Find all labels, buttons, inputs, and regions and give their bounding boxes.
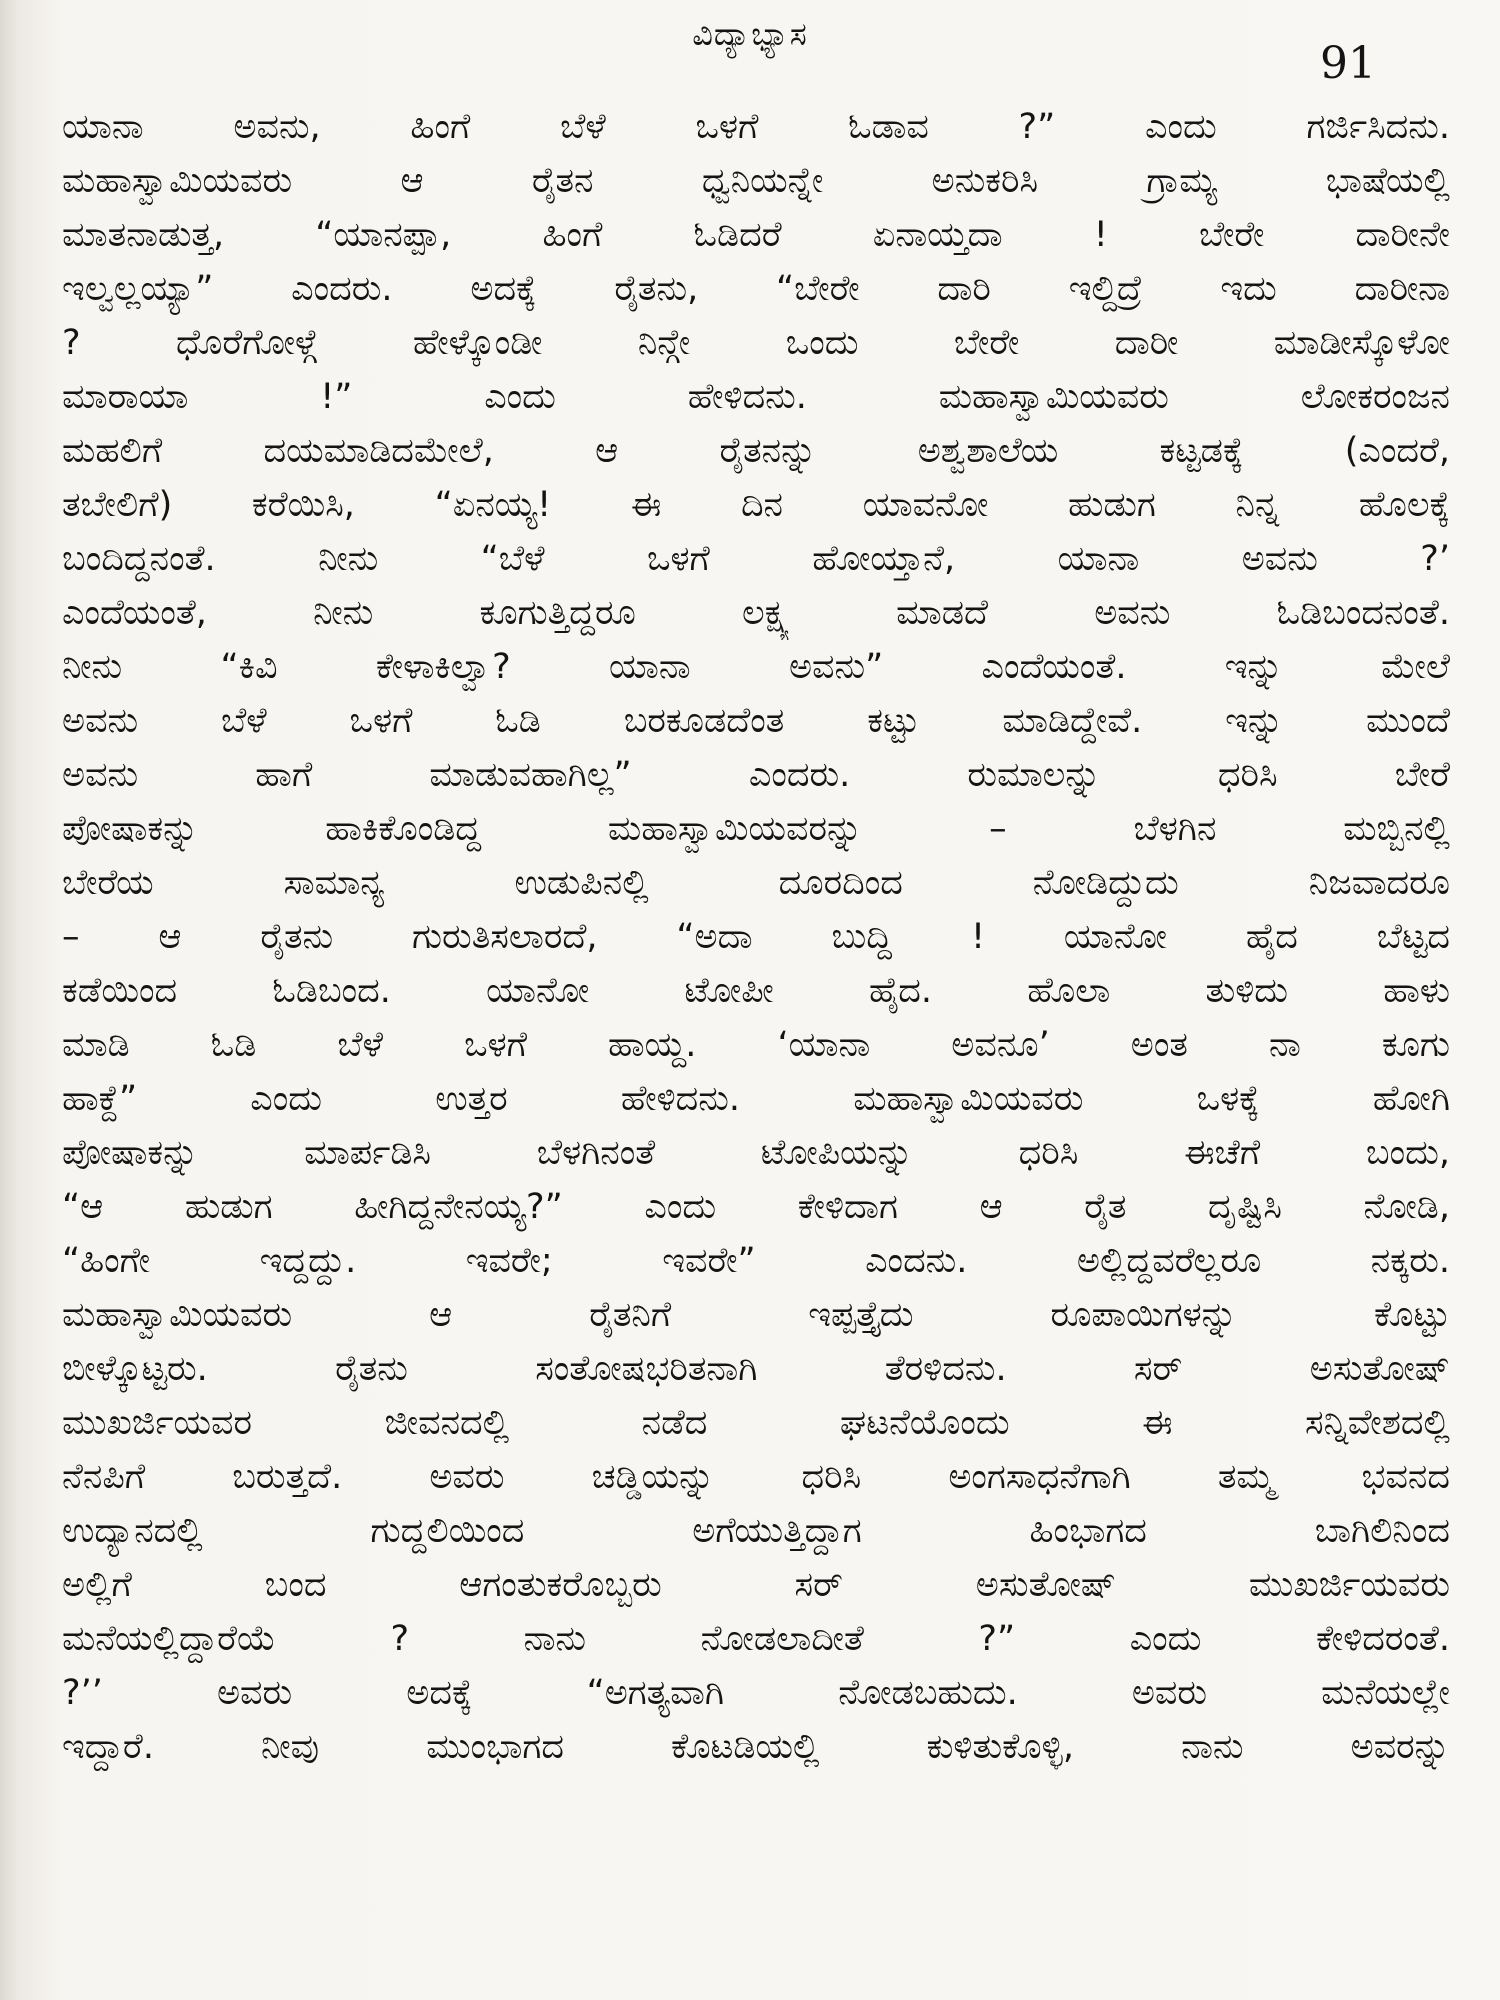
text-line: “ಹಿಂಗೇ ಇದ್ದದ್ದು. ಇವರೇ; ಇವರೇ” ಎಂದನು. ಅಲ್ಲಿದ್ದವರೆಲ್ಲರೂ ನಕ್ಕರು. <box>62 1241 1450 1281</box>
text-line: ಮಹಲಿಗೆ ದಯಮಾಡಿದಮೇಲೆ, ಆ ರೈತನನ್ನು ಅಶ್ವಶಾಲೆಯ ಕಟ್ಟಡಕ್ಕೆ (ಎಂದರೆ, <box>62 431 1450 471</box>
text-line: ಅವನು ಬೆಳೆ ಒಳಗೆ ಓಡಿ ಬರಕೂಡದೆಂತ ಕಟ್ಟು ಮಾಡಿದ್ದೇವೆ. ಇನ್ನು ಮುಂದೆ <box>62 701 1450 741</box>
text-line: ಇಲ್ವಲ್ಲಯ್ಯಾ” ಎಂದರು. ಅದಕ್ಕೆ ರೈತನು, “ಬೇರೇ ದಾರಿ ಇಲ್ದಿದ್ರೆ ಇದು ದಾರೀನಾ <box>62 269 1450 309</box>
text-line: ಇದ್ದಾರೆ. ನೀವು ಮುಂಭಾಗದ ಕೊಟಡಿಯಲ್ಲಿ ಕುಳಿತುಕೊಳ್ಳಿ, ನಾನು ಅವರನ್ನು <box>62 1727 1450 1767</box>
text-line: ಮನೆಯಲ್ಲಿದ್ದಾರೆಯೆ ? ನಾನು ನೋಡಲಾದೀತೆ ?” ಎಂದು ಕೇಳಿದರಂತೆ. <box>62 1619 1450 1659</box>
text-line: ಪೋಷಾಕನ್ನು ಮಾರ್ಪಡಿಸಿ ಬೆಳಗಿನಂತೆ ಟೋಪಿಯನ್ನು ಧರಿಸಿ ಈಚೆಗೆ ಬಂದು, <box>62 1133 1450 1173</box>
text-line: ನೆನಪಿಗೆ ಬರುತ್ತದೆ. ಅವರು ಚಡ್ಡಿಯನ್ನು ಧರಿಸಿ ಅಂಗಸಾಧನೆಗಾಗಿ ತಮ್ಮ ಭವನದ <box>62 1457 1450 1497</box>
text-line: ನೀನು “ಕಿವಿ ಕೇಳಾಕಿಲ್ವಾ? ಯಾನಾ ಅವನು” ಎಂದೆಯಂತೆ. ಇನ್ನು ಮೇಲೆ <box>62 647 1450 687</box>
text-line: ಅವನು ಹಾಗೆ ಮಾಡುವಹಾಗಿಲ್ಲ” ಎಂದರು. ರುಮಾಲನ್ನು ಧರಿಸಿ ಬೇರೆ <box>62 755 1450 795</box>
text-line: ಹಾಕ್ದೆ” ಎಂದು ಉತ್ತರ ಹೇಳಿದನು. ಮಹಾಸ್ವಾಮಿಯವರು ಒಳಕ್ಕೆ ಹೋಗಿ <box>62 1079 1450 1119</box>
text-line: ಯಾನಾ ಅವನು, ಹಿಂಗೆ ಬೆಳೆ ಒಳಗೆ ಓಡಾವ ?” ಎಂದು ಗರ್ಜಿಸಿದನು. <box>62 107 1450 147</box>
text-line: ತಬೇಲಿಗೆ) ಕರೆಯಿಸಿ, “ಏನಯ್ಯ! ಈ ದಿನ ಯಾವನೋ ಹುಡುಗ ನಿನ್ನ ಹೊಲಕ್ಕೆ <box>62 485 1450 525</box>
text-line: ? ಧೊರೆಗೋಳ್ಗೆ ಹೇಳ್ಕೊಂಡೀ ನಿನ್ಗೇ ಒಂದು ಬೇರೇ ದಾರೀ ಮಾಡೀಸ್ಕೊಳೋ <box>62 323 1450 363</box>
text-line: “ಆ ಹುಡುಗ ಹೀಗಿದ್ದನೇನಯ್ಯ?” ಎಂದು ಕೇಳಿದಾಗ ಆ ರೈತ ದೃಷ್ಟಿಸಿ ನೋಡಿ, <box>62 1187 1450 1227</box>
text-line: ಮಾತನಾಡುತ್ತ, “ಯಾನಪ್ಪಾ, ಹಿಂಗೆ ಓಡಿದರೆ ಏನಾಯ್ತದಾ ! ಬೇರೇ ದಾರೀನೇ <box>62 215 1450 255</box>
text-line: ಬೀಳ್ಕೊಟ್ಟರು. ರೈತನು ಸಂತೋಷಭರಿತನಾಗಿ ತೆರಳಿದನು. ಸರ್ ಅಸುತೋಷ್ <box>62 1349 1450 1389</box>
page-number: 91 <box>1320 38 1376 89</box>
text-line: ಅಲ್ಲಿಗೆ ಬಂದ ಆಗಂತುಕರೊಬ್ಬರು ಸರ್ ಅಸುತೋಷ್ ಮುಖರ್ಜಿಯವರು <box>62 1565 1450 1605</box>
text-line: ಮಾರಾಯಾ !” ಎಂದು ಹೇಳಿದನು. ಮಹಾಸ್ವಾಮಿಯವರು ಲೋಕರಂಜನ <box>62 377 1450 417</box>
text-line: ಕಡೆಯಿಂದ ಓಡಿಬಂದ. ಯಾನೋ ಟೋಪೀ ಹೈದ. ಹೊಲಾ ತುಳಿದು ಹಾಳು <box>62 971 1450 1011</box>
text-line: ಉದ್ಯಾನದಲ್ಲಿ ಗುದ್ದಲಿಯಿಂದ ಅಗೆಯುತ್ತಿದ್ದಾಗ ಹಿಂಭಾಗದ ಬಾಗಿಲಿನಿಂದ <box>62 1511 1450 1551</box>
text-line: ?’’ ಅವರು ಅದಕ್ಕೆ “ಅಗತ್ಯವಾಗಿ ನೋಡಬಹುದು. ಅವರು ಮನೆಯಲ್ಲೇ <box>62 1673 1450 1713</box>
text-line: ಎಂದೆಯಂತೆ, ನೀನು ಕೂಗುತ್ತಿದ್ದರೂ ಲಕ್ಷ್ಯ ಮಾಡದೆ ಅವನು ಓಡಿಬಂದನಂತೆ. <box>62 593 1450 633</box>
text-line: ಬಂದಿದ್ದನಂತೆ. ನೀನು “ಬೆಳೆ ಒಳಗೆ ಹೋಯ್ತಾನೆ, ಯಾನಾ ಅವನು ?’ <box>62 539 1450 579</box>
text-line: ಮಾಡಿ ಓಡಿ ಬೆಳೆ ಒಳಗೆ ಹಾಯ್ದ. ‘ಯಾನಾ ಅವನೂ’ ಅಂತ ನಾ ಕೂಗು <box>62 1025 1450 1065</box>
text-line: ಮಹಾಸ್ವಾಮಿಯವರು ಆ ರೈತನಿಗೆ ಇಪ್ಪತ್ತೈದು ರೂಪಾಯಿಗಳನ್ನು ಕೊಟ್ಟು <box>62 1295 1450 1335</box>
text-line: – ಆ ರೈತನು ಗುರುತಿಸಲಾರದೆ, “ಅದಾ ಬುದ್ದಿ ! ಯಾನೋ ಹೈದ ಬೆಟ್ಟದ <box>62 917 1450 957</box>
text-line: ಮಹಾಸ್ವಾಮಿಯವರು ಆ ರೈತನ ಧ್ವನಿಯನ್ನೇ ಅನುಕರಿಸಿ ಗ್ರಾಮ್ಯ ಭಾಷೆಯಲ್ಲಿ <box>62 161 1450 201</box>
body-text <box>62 100 1450 1774</box>
text-line: ಪೋಷಾಕನ್ನು ಹಾಕಿಕೊಂಡಿದ್ದ ಮಹಾಸ್ವಾಮಿಯವರನ್ನು – ಬೆಳಗಿನ ಮಬ್ಬಿನಲ್ಲಿ <box>62 809 1450 849</box>
running-header: ವಿದ್ಯಾಭ್ಯಾಸ <box>692 15 808 53</box>
text-line: ಬೇರೆಯ ಸಾಮಾನ್ಯ ಉಡುಪಿನಲ್ಲಿ ದೂರದಿಂದ ನೋಡಿದ್ದುದು ನಿಜವಾದರೂ <box>62 863 1450 903</box>
text-line: ಮುಖರ್ಜಿಯವರ ಜೀವನದಲ್ಲಿ ನಡೆದ ಘಟನೆಯೊಂದು ಈ ಸನ್ನಿವೇಶದಲ್ಲಿ <box>62 1403 1450 1443</box>
